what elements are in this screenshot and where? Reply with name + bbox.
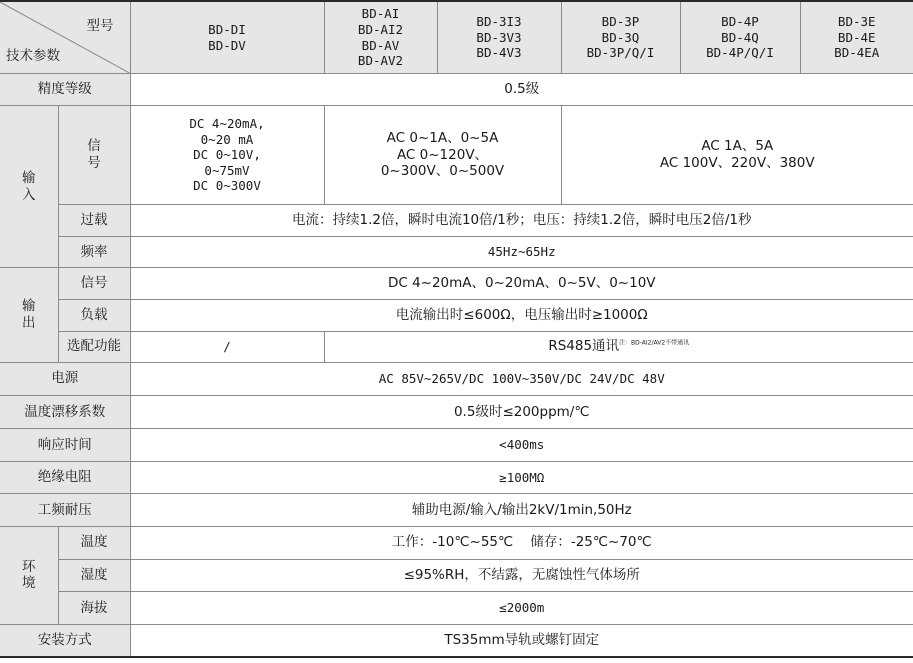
input-signal-dc-value: DC 4~20mA, 0~20 mA DC 0~10V, 0~75mV DC 0~300V — [130, 105, 324, 205]
model-cell-1: BD-DI BD-DV — [130, 1, 324, 74]
accuracy-row — [0, 74, 913, 106]
output-signal-row — [0, 268, 913, 300]
model-cell-3: BD-3I3 BD-3V3 BD-4V3 — [437, 1, 561, 74]
withstand-row — [0, 494, 913, 527]
output-option-note: 注：BD-AI2/AV2不带通讯 — [619, 339, 690, 347]
mounting-value: TS35mm导轨或螺钉固定 — [130, 624, 913, 657]
insulation-value: ≥100MΩ — [130, 461, 913, 494]
env-temperature-label: 温度 — [58, 527, 130, 560]
output-signal-label: 信号 — [58, 268, 130, 300]
output-option-value: RS485通讯 — [548, 338, 620, 355]
input-frequency-row — [0, 236, 913, 268]
output-load-value: 电流输出时≤600Ω，电压输出时≥1000Ω — [130, 300, 913, 332]
mounting-row — [0, 624, 913, 657]
input-frequency-label: 频率 — [58, 236, 130, 268]
insulation-label: 绝缘电阻 — [0, 461, 130, 494]
input-signal-label: 信 号 — [58, 105, 130, 205]
input-signal-ac-value: AC 0~1A、0~5A AC 0~120V、 0~300V、0~500V — [324, 105, 561, 205]
parameter-header-label: 技术参数 — [6, 48, 60, 65]
response-value: <400ms — [130, 429, 913, 462]
corner-header-cell — [0, 1, 130, 74]
output-signal-value: DC 4~20mA、0~20mA、0~5V、0~10V — [130, 268, 913, 300]
input-signal-row — [0, 105, 913, 205]
power-value: AC 85V~265V/DC 100V~350V/DC 24V/DC 48V — [130, 363, 913, 396]
env-humidity-row — [0, 559, 913, 592]
model-cell-6: BD-3E BD-4E BD-4EA — [800, 1, 913, 74]
input-group-label: 输 入 — [0, 105, 58, 268]
model-header-label: 型号 — [86, 18, 114, 34]
input-signal-ac-power-value: AC 1A、5A AC 100V、220V、380V — [561, 105, 913, 205]
model-cell-5: BD-4P BD-4Q BD-4P/Q/I — [680, 1, 800, 74]
insulation-row — [0, 461, 913, 494]
env-altitude-label: 海拔 — [58, 592, 130, 625]
env-temperature-row — [0, 527, 913, 560]
env-altitude-value: ≤2000m — [130, 592, 913, 625]
env-altitude-row — [0, 592, 913, 625]
model-cell-2: BD-AI BD-AI2 BD-AV BD-AV2 — [324, 1, 437, 74]
header-row — [0, 1, 913, 74]
output-load-row — [0, 300, 913, 332]
input-overload-value: 电流：持续1.2倍，瞬时电流10倍/1秒；电压：持续1.2倍，瞬时电压2倍/1秒 — [130, 205, 913, 237]
power-label: 电源 — [0, 363, 130, 396]
output-option-row — [0, 331, 913, 363]
output-option-none: / — [130, 331, 324, 363]
model-cell-4: BD-3P BD-3Q BD-3P/Q/I — [561, 1, 680, 74]
env-humidity-value: ≤95%RH，不结露，无腐蚀性气体场所 — [130, 559, 913, 592]
accuracy-label: 精度等级 — [0, 74, 130, 106]
accuracy-value: 0.5级 — [130, 74, 913, 106]
output-option-value-cell — [324, 331, 913, 363]
output-load-label: 负载 — [58, 300, 130, 332]
env-humidity-label: 湿度 — [58, 559, 130, 592]
power-row — [0, 363, 913, 396]
environment-group-label: 环 境 — [0, 527, 58, 625]
env-temperature-value: 工作：-10℃~55℃ 储存：-25℃~70℃ — [130, 527, 913, 560]
output-group-label: 输 出 — [0, 268, 58, 363]
input-overload-row — [0, 205, 913, 237]
response-row — [0, 429, 913, 462]
response-label: 响应时间 — [0, 429, 130, 462]
withstand-label: 工频耐压 — [0, 494, 130, 527]
output-option-label: 选配功能 — [58, 331, 130, 363]
temp-drift-value: 0.5级时≤200ppm/℃ — [130, 395, 913, 429]
input-overload-label: 过载 — [58, 205, 130, 237]
temp-drift-label: 温度漂移系数 — [0, 395, 130, 429]
input-frequency-value: 45Hz~65Hz — [130, 236, 913, 268]
withstand-value: 辅助电源/输入/输出2kV/1min,50Hz — [130, 494, 913, 527]
mounting-label: 安装方式 — [0, 624, 130, 657]
temp-drift-row — [0, 395, 913, 429]
